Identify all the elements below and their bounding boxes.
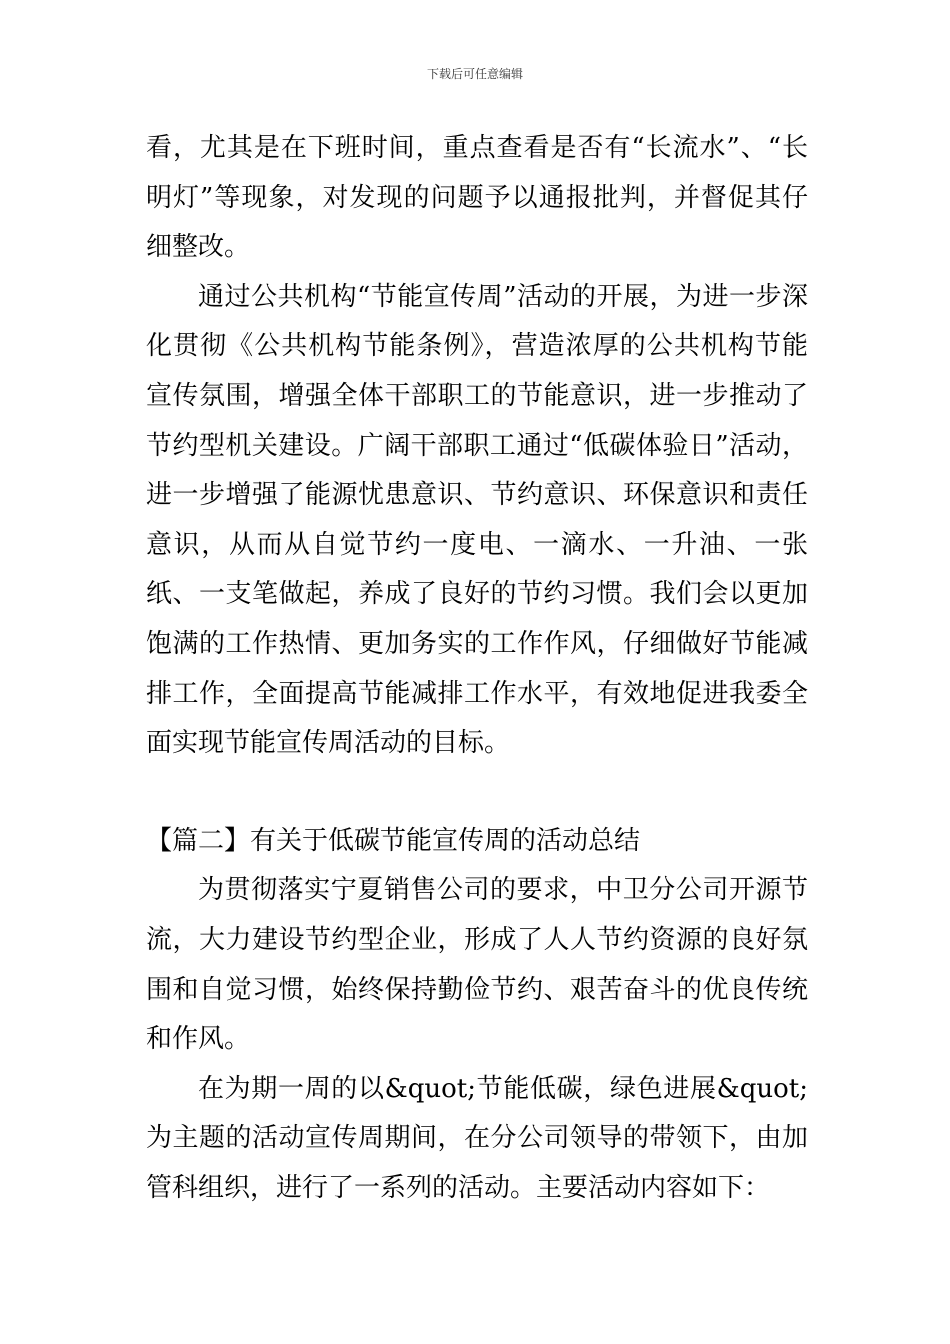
section-paragraph-activities: 在为期一周的以&quot;节能低碳，绿色进展&quot;为主题的活动宣传周期间，在分公司领导的带领下，由加管科组织，进行了一系列的活动。主要活动内容如下： [146,1073,808,1203]
section-paragraph-intro: 为贯彻落实宁夏销售公司的要求，中卫分公司开源节流，大力建设节约型企业，形成了人人节约资源的良好氛围和自觉习惯，始终保持勤俭节约、艰苦奋斗的优良传统和作风。 [146,875,808,1055]
document-body [146,124,808,1213]
page-header: 下载后可任意编辑 [426,67,523,81]
paragraph-summary: 通过公共机构“节能宣传周”活动的开展，为进一步深化贯彻《公共机构节能条例》，营造浓厚的公共机构节能宣传氛围，增强全体干部职工的节能意识，进一步推动了节约型机关建设。广阔干部职工通过“低碳体验日”活动，进一步增强了能源忧患意识、节约意识、环保意识和责任意识，从而从自觉节约一度电、一滴水、一升油、一张纸、一支笔做起，养成了良好的节约习惯。我们会以更加饱满的工作热情、更加务实的工作作风，仔细做好节能减排工作，全面提高节能减排工作水平，有效地促进我委全面实现节能宣传周活动的目标。 [146,281,808,759]
paragraph-continued: 看，尤其是在下班时间，重点查看是否有“长流水”、“长明灯”等现象，对发现的问题予以通报批判，并督促其仔细整改。 [146,133,808,263]
section-heading: 【篇二】有关于低碳节能宣传周的活动总结 [146,825,641,856]
